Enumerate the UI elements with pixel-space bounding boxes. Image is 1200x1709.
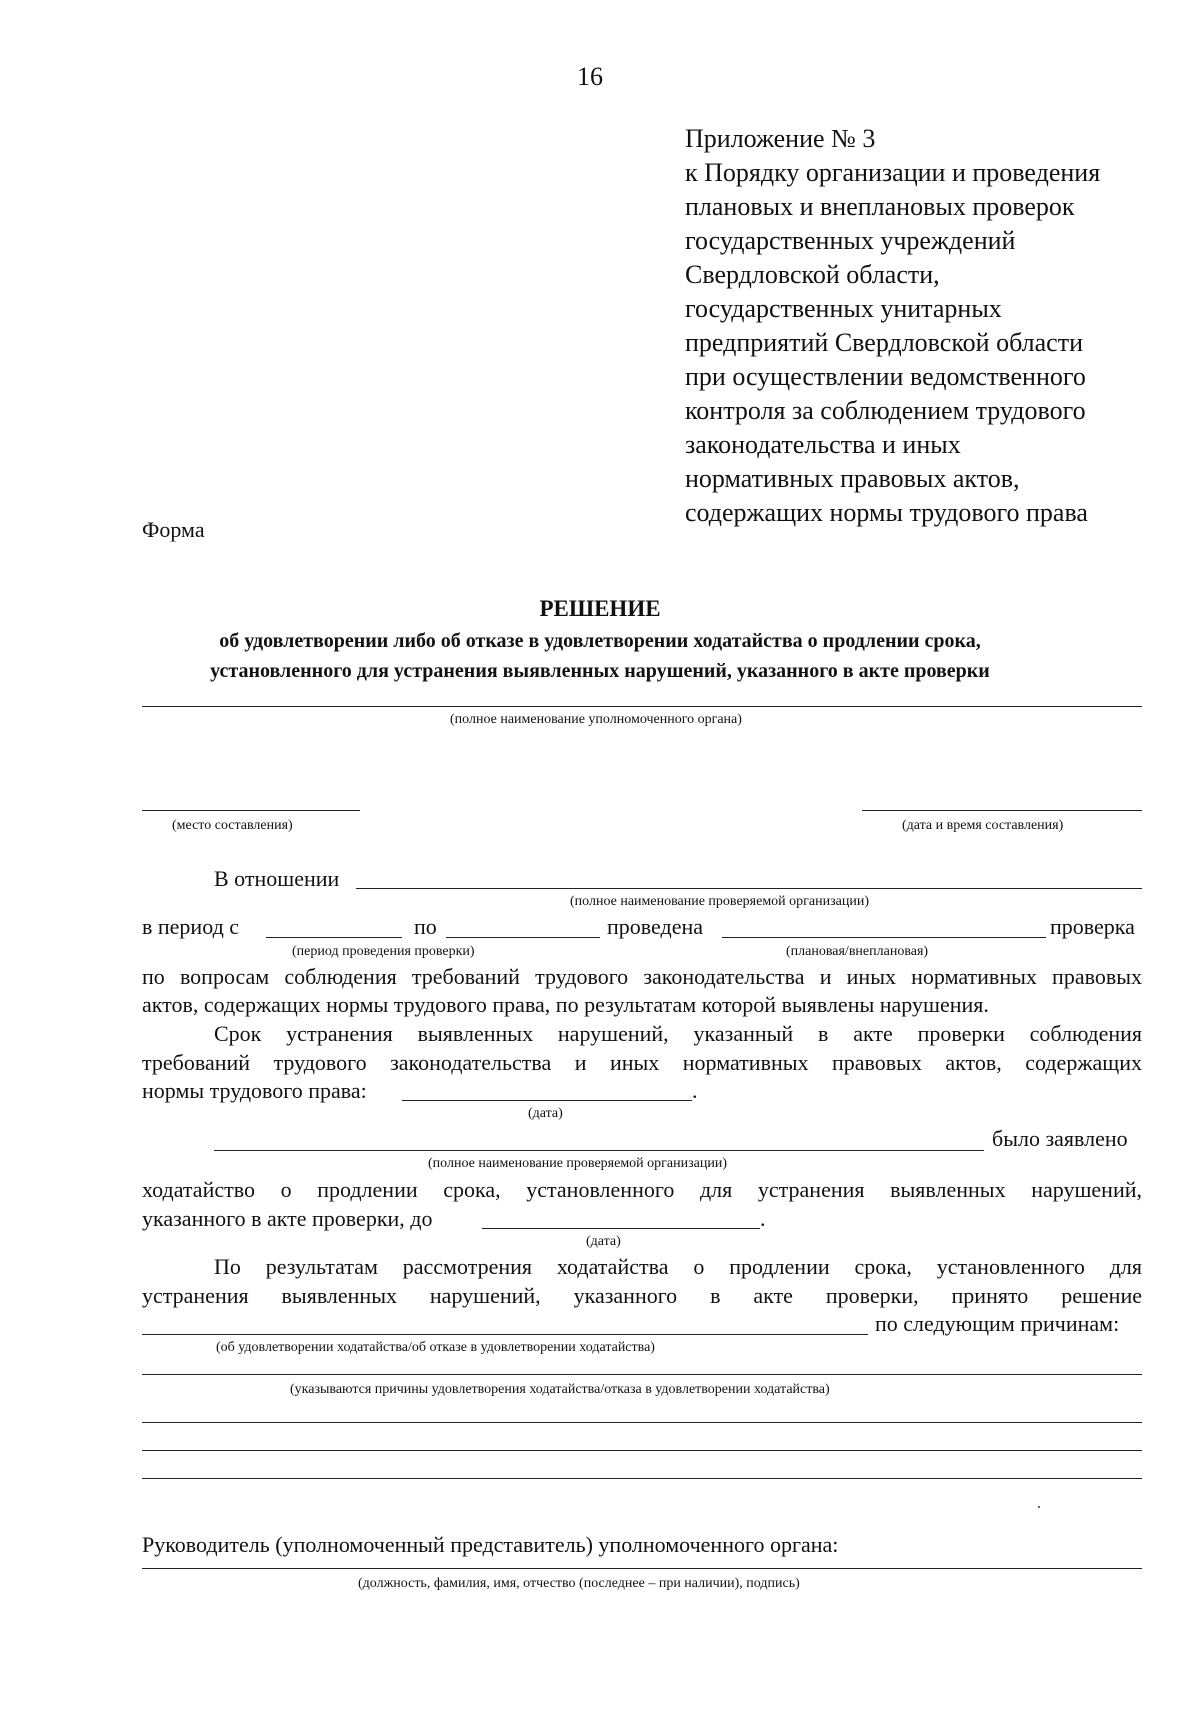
form-label: Форма xyxy=(142,517,205,542)
para4-line: По результатам рассмотрения ходатайства о продлении срока, установленного для xyxy=(214,1254,1142,1279)
reasons-caption: (указываются причины удовлетворения ходатайства/отказа в удовлетворении ходатайства) xyxy=(290,1382,830,1397)
document-subtitle xyxy=(0,626,1200,686)
check-label: проверка xyxy=(1050,914,1135,939)
period-to-line xyxy=(446,937,600,938)
period-to-label: по xyxy=(414,914,437,939)
appendix-line: контроля за соблюдением трудового xyxy=(685,396,1086,425)
reasons-line-2 xyxy=(142,1422,1142,1423)
conducted-label: проведена xyxy=(607,914,704,939)
para2-end: нормы трудового права: xyxy=(142,1078,367,1103)
para3-end: указанного в акте проверки, до xyxy=(142,1206,433,1231)
appendix-line: Свердловской области, xyxy=(685,260,940,289)
datetime-caption: (дата и время составления) xyxy=(902,818,1064,833)
authority-name-caption: (полное наименование уполномоченного органа) xyxy=(450,712,742,727)
decision-line xyxy=(142,1334,868,1335)
appendix-line: содержащих нормы трудового права xyxy=(685,498,1088,527)
check-type-caption: (плановая/внеплановая) xyxy=(786,944,929,959)
para4-line: устранения выявленных нарушений, указанного в акте проверки, принято решение xyxy=(142,1283,1142,1308)
appendix-line: плановых и внеплановых проверок xyxy=(685,192,1075,221)
decision-caption: (об удовлетворении ходатайства/об отказе в удовлетворении ходатайства) xyxy=(216,1340,655,1355)
reasons-line-3 xyxy=(142,1450,1142,1451)
appendix-line: к Порядку организации и проведения xyxy=(685,158,1101,187)
signature-caption: (должность, фамилия, имя, отчество (последнее – при наличии), подпись) xyxy=(358,1576,800,1591)
extension-date-caption: (дата) xyxy=(586,1234,621,1249)
org-name2-line xyxy=(214,1150,984,1151)
para2-line: Срок устранения выявленных нарушений, указанный в акте проверки соблюдения xyxy=(214,1021,1142,1046)
page-number: 16 xyxy=(577,62,603,91)
declared-label: было заявлено xyxy=(992,1126,1128,1151)
place-line xyxy=(142,810,360,811)
para3-line: ходатайство о продлении срока, установленного для устранения выявленных нарушений, xyxy=(142,1177,1142,1202)
in-relation-label: В отношении xyxy=(214,866,340,891)
appendix-line: предприятий Свердловской области xyxy=(685,328,1083,357)
place-caption: (место составления) xyxy=(172,818,293,833)
period-caption: (период проведения проверки) xyxy=(292,944,475,959)
deadline-dot: . xyxy=(692,1078,698,1103)
appendix-line: законодательства и иных xyxy=(685,430,961,459)
document-title: РЕШЕНИЕ xyxy=(539,596,661,621)
appendix-line: государственных учреждений xyxy=(685,226,1016,255)
deadline-date-caption: (дата) xyxy=(528,1106,563,1121)
subtitle-line: об удовлетворении либо об отказе в удовлетворении ходатайства о продлении срока, xyxy=(219,630,981,652)
subtitle-line: установленного для устранения выявленных нарушений, указанного в акте проверки xyxy=(210,660,990,682)
period-from-line xyxy=(266,937,402,938)
reasons-line-4 xyxy=(142,1478,1142,1479)
datetime-line xyxy=(862,810,1142,811)
extension-date-line xyxy=(482,1228,760,1229)
period-from-label: в период с xyxy=(142,914,240,939)
appendix-line: государственных унитарных xyxy=(685,294,1002,323)
org-name2-caption: (полное наименование проверяемой организации) xyxy=(428,1156,727,1171)
appendix-header xyxy=(685,122,1155,530)
para1-line: актов, содержащих нормы трудового права, по результатам которой выявлены нарушения. xyxy=(142,992,989,1017)
para1-line: по вопросам соблюдения требований трудового законодательства и иных нормативных правовых xyxy=(142,964,1142,989)
extension-dot: . xyxy=(760,1206,766,1231)
check-type-line xyxy=(722,937,1046,938)
org-name-line xyxy=(356,888,1142,889)
para2-line: требований трудового законодательства и иных нормативных правовых актов, содержащих xyxy=(142,1050,1142,1075)
appendix-line: при осуществлении ведомственного xyxy=(685,362,1086,391)
for-reasons-label: по следующим причинам: xyxy=(875,1311,1120,1336)
org-name-caption: (полное наименование проверяемой организации) xyxy=(570,894,869,909)
appendix-line: Приложение № 3 xyxy=(685,124,876,153)
reasons-line xyxy=(142,1374,1142,1375)
head-label: Руководитель (уполномоченный представитель) уполномоченного органа: xyxy=(142,1532,839,1557)
deadline-date-line xyxy=(402,1100,692,1101)
scan-speck xyxy=(1038,1506,1040,1508)
appendix-line: нормативных правовых актов, xyxy=(685,464,1020,493)
authority-name-line xyxy=(142,706,1142,707)
signature-line xyxy=(142,1568,1142,1569)
